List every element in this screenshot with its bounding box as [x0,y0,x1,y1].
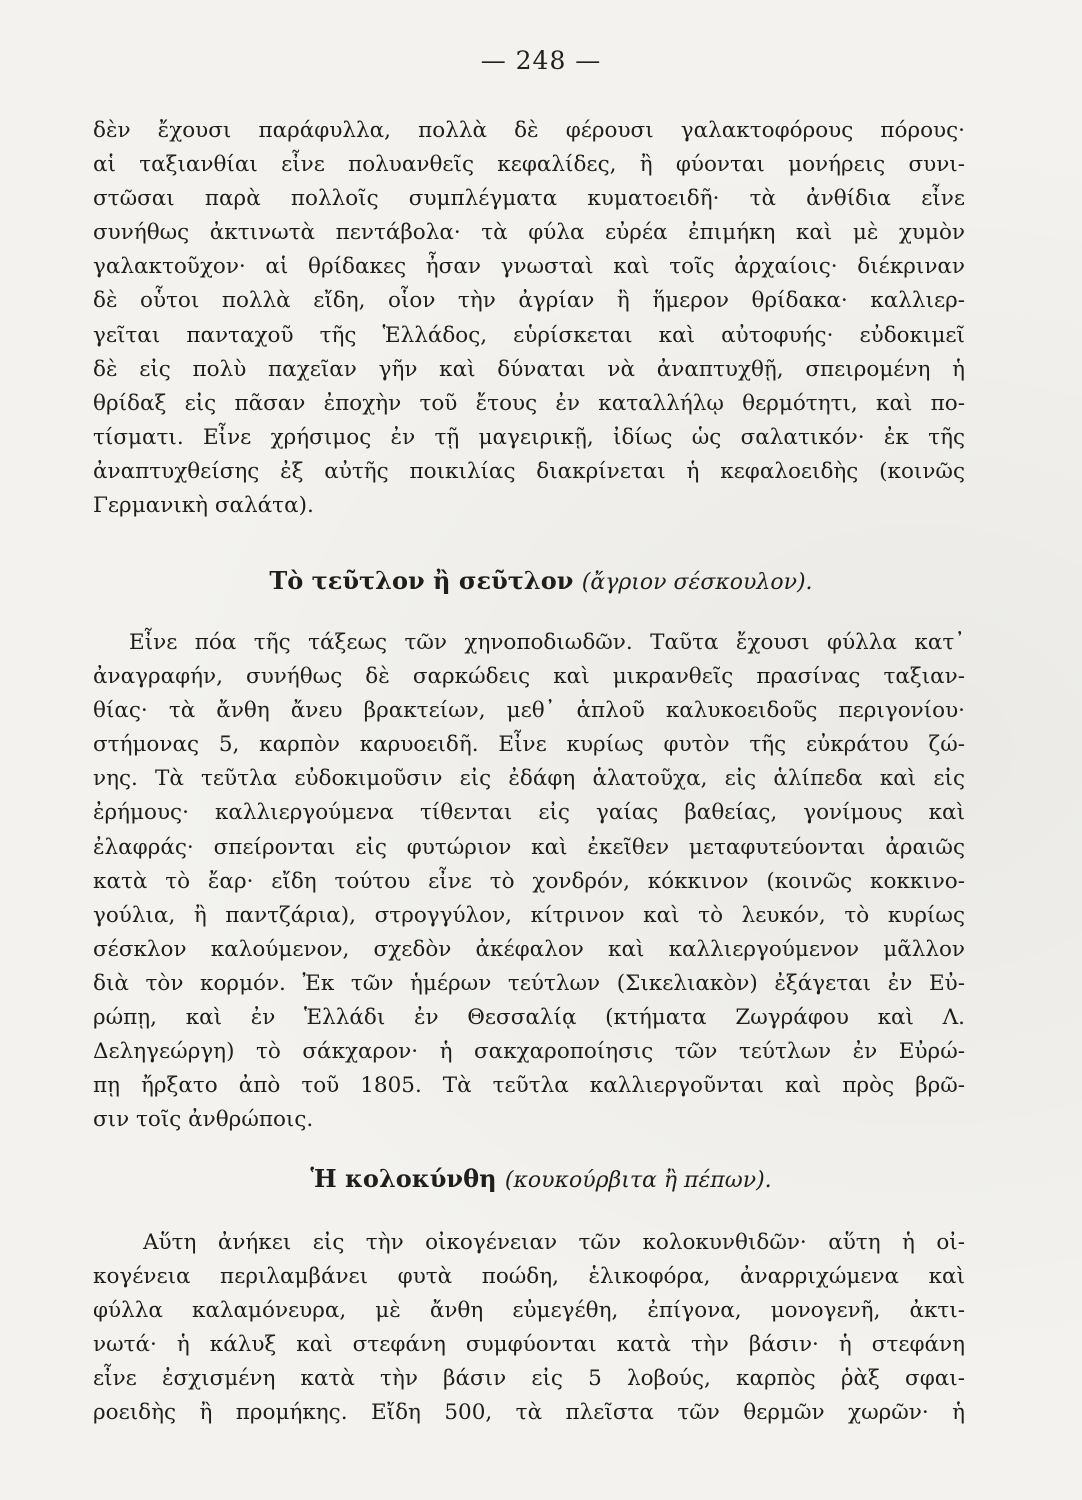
text-line: θίας· τὰ ἄνθη ἄνευ βρακτείων, μεθ᾿ ἁπλοῦ καλυκοειδοῦς περιγονίου· [93,698,965,724]
text-line: Δεληγεώργη) τὸ σάκχαρον· ἡ σακχαροποίησις τῶν τεύτλων ἐν Εὐρώ- [93,1039,965,1065]
section-heading-beet [0,566,1082,595]
text-line: κογένεια περιλαμβάνει φυτὰ ποώδη, ἑλικοφόρα, ἀναρριχώμενα καὶ [93,1264,965,1290]
text-line: διὰ τὸν κορμόν. Ἐκ τῶν ἡμέρων τεύτλων (Σικελιακὸν) ἐξάγεται ἐν Εὐ- [93,970,965,996]
paragraph-beet-description [93,626,965,1137]
text-line: σέσκλον καλούμενον, σχεδὸν ἀκέφαλον καὶ καλλιεργούμενον μᾶλλον [93,936,965,962]
text-line: αἱ ταξιανθίαι εἶνε πολυανθεῖς κεφαλίδες, ἢ φύονται μονήρεις συνι- [93,152,965,178]
text-line: γεῖται πανταχοῦ τῆς Ἑλλάδος, εὑρίσκεται καὶ αὐτοφυής· εὐδοκιμεῖ [93,322,965,348]
text-line: γούλια, ἢ παντζάρια), στρογγύλον, κίτρινον καὶ τὸ λευκόν, τὸ κυρίως [93,902,965,928]
page-number: — 248 — [480,46,602,75]
text-line: ἀναπτυχθείσης ἐξ αὐτῆς ποικιλίας διακρίνεται ἡ κεφαλοειδὴς (κοινῶς [93,458,965,484]
text-line: δὲ οὗτοι πολλὰ εἴδη, οἷον τὴν ἀγρίαν ἢ ἥμερον θρίδακα· καλλιερ- [93,288,965,314]
paragraph-squash-description [93,1226,965,1431]
text-line: νωτά· ἡ κάλυξ καὶ στεφάνη συμφύονται κατὰ τὴν βάσιν· ἡ στεφάνη [93,1332,965,1358]
text-line: Εἶνε πόα τῆς τάξεως τῶν χηνοποδιωδῶν. Ταῦτα ἔχουσι φύλλα κατ᾿ [129,630,965,655]
text-line: συνήθως ἀκτινωτὰ πεντάβολα· τὰ φύλα εὐρέα ἐπιμήκη καὶ μὲ χυμὸν [93,220,965,246]
text-line: δὲ εἰς πολὺ παχεῖαν γῆν καὶ δύναται νὰ ἀναπτυχθῇ, σπειρομένη ἡ [93,356,965,382]
text-line: ρώπῃ, καὶ ἐν Ἑλλάδι ἐν Θεσσαλίᾳ (κτήματα Ζωγράφου καὶ Λ. [93,1005,965,1031]
heading-title: Ἡ κολοκύνθη [310,1164,497,1193]
text-line: πῃ ἤρξατο ἀπὸ τοῦ 1805. Τὰ τεῦτλα καλλιεργοῦνται καὶ πρὸς βρῶ- [93,1073,965,1099]
text-line: γαλακτοῦχον· αἱ θρίδακες ἦσαν γνωσταὶ καὶ τοῖς ἀρχαίοις· διέκριναν [93,254,965,280]
paragraph-lettuce-description [93,114,965,523]
text-line: Γερμανικὴ σαλάτα). [93,493,314,519]
text-line: κατὰ τὸ ἔαρ· εἴδη τούτου εἶνε τὸ χονδρόν, κόκκινον (κοινῶς κοκκινο- [93,868,965,894]
text-line: νης. Τὰ τεῦτλα εὐδοκιμοῦσιν εἰς ἐδάφη ἁλατοῦχα, εἰς ἁλίπεδα καὶ εἰς [93,766,965,792]
text-line: ἐρήμους· καλλιεργούμενα τίθενται εἰς γαίας βαθείας, γονίμους καὶ [93,800,965,826]
heading-title: Τὸ τεῦτλον ἢ σεῦτλον [269,566,574,595]
text-line: εἶνε ἐσχισμένη κατὰ τὴν βάσιν εἰς 5 λοβούς, καρπὸς ῥὰξ σφαι- [93,1366,965,1392]
heading-subtitle: (ἄγριον σέσκουλον). [581,570,813,595]
text-line: θρίδαξ εἰς πᾶσαν ἐποχὴν τοῦ ἔτους ἐν καταλλήλῳ θερμότητι, καὶ πο- [93,390,965,416]
text-line: στῶσαι παρὰ πολλοῖς συμπλέγματα κυματοειδῆ· τὰ ἀνθίδια εἶνε [93,186,965,212]
section-heading-squash [0,1164,1082,1193]
text-line: δὲν ἔχουσι παράφυλλα, πολλὰ δὲ φέρουσι γαλακτοφόρους πόρους· [93,118,965,143]
text-line: φύλλα καλαμόνευρα, μὲ ἄνθη εὐμεγέθη, ἐπίγονα, μονογενῆ, ἀκτι- [93,1298,965,1324]
text-line: ἐλαφράς· σπείρονται εἰς φυτώριον καὶ ἐκεῖθεν μεταφυτεύονται ἀραιῶς [93,834,965,860]
text-line: τίσματι. Εἶνε χρήσιμος ἐν τῇ μαγειρικῇ, ἰδίως ὡς σαλατικόν· ἐκ τῆς [93,424,965,450]
heading-subtitle: (κουκούρβιτα ἢ πέπων). [504,1168,772,1193]
text-line: ροειδὴς ἢ προμήκης. Εἴδη 500, τὰ πλεῖστα τῶν θερμῶν χωρῶν· ἡ [93,1400,965,1426]
text-line: σιν τοῖς ἀνθρώποις. [93,1107,314,1133]
text-line: Αὕτη ἀνήκει εἰς τὴν οἰκογένειαν τῶν κολοκυνθιδῶν· αὕτη ἡ οἰ- [143,1230,965,1255]
text-line: ἀναγραφήν, συνήθως δὲ σαρκώδεις καὶ μικρανθεῖς πρασίνας ταξιαν- [93,664,965,690]
text-line: στήμονας 5, καρπὸν καρυοειδῆ. Εἶνε κυρίως φυτὸν τῆς εὐκράτου ζώ- [93,732,965,758]
